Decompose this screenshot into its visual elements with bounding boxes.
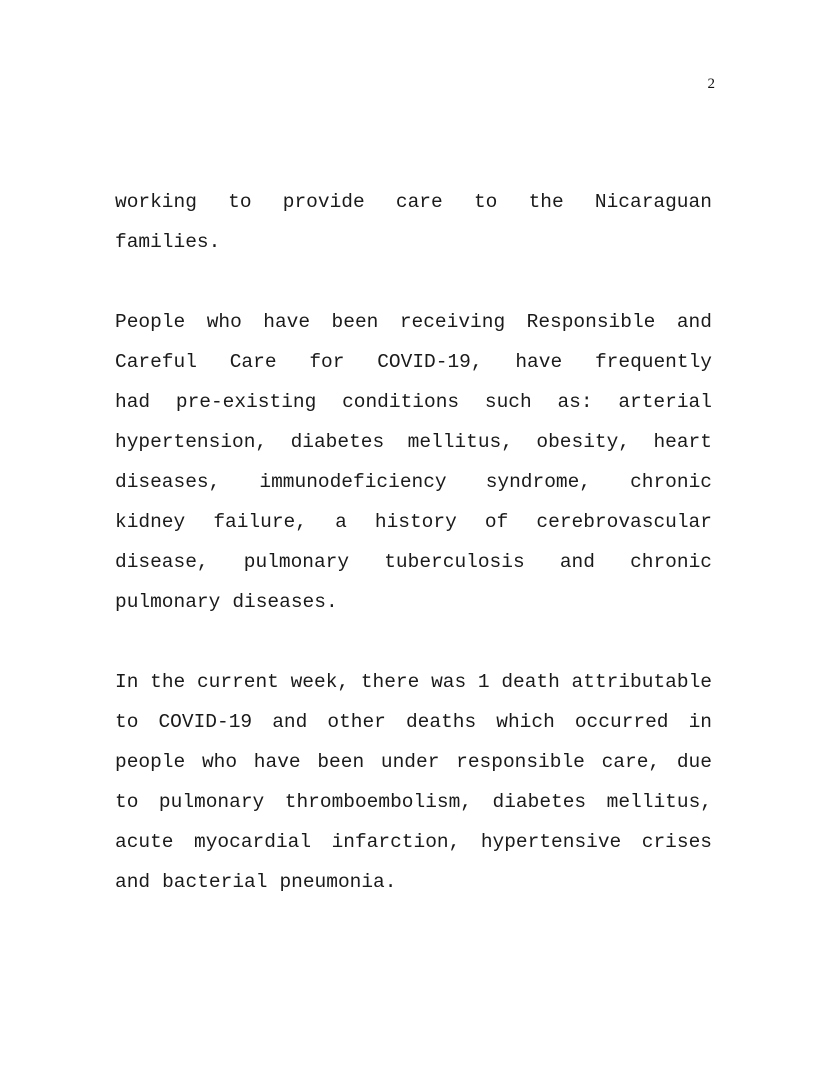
word: working bbox=[115, 191, 197, 213]
word: kidney bbox=[115, 511, 186, 533]
word: pre-existing bbox=[175, 391, 317, 413]
word: responsible bbox=[456, 751, 585, 773]
text-line bbox=[115, 862, 712, 902]
word: cerebrovascular bbox=[536, 511, 712, 533]
word: due bbox=[676, 751, 712, 773]
word: pneumonia. bbox=[279, 871, 397, 893]
word: In bbox=[115, 671, 139, 693]
paragraph-gap bbox=[115, 622, 712, 662]
word: the bbox=[528, 191, 564, 213]
text-line bbox=[115, 782, 712, 822]
text-line bbox=[115, 502, 712, 542]
word: families. bbox=[115, 231, 221, 253]
document-body bbox=[115, 182, 712, 902]
word: immunodeficiency bbox=[259, 471, 447, 493]
text-line bbox=[115, 422, 712, 462]
word: COVID-19, bbox=[377, 351, 483, 373]
word: occurred bbox=[574, 711, 669, 733]
word: week, bbox=[290, 671, 350, 693]
word: and bbox=[559, 551, 595, 573]
word: who bbox=[201, 751, 238, 773]
word: Care bbox=[229, 351, 277, 373]
word: to bbox=[115, 711, 139, 733]
word: failure, bbox=[213, 511, 307, 533]
word: had bbox=[115, 391, 151, 413]
word: mellitus, bbox=[606, 791, 712, 813]
word: bacterial bbox=[162, 871, 268, 893]
word: obesity, bbox=[536, 431, 631, 453]
word: conditions bbox=[342, 391, 460, 413]
text-line bbox=[115, 662, 712, 702]
word: to bbox=[115, 791, 139, 813]
word: for bbox=[309, 351, 345, 373]
text-line bbox=[115, 342, 712, 382]
word: and bbox=[115, 871, 151, 893]
word: arterial bbox=[618, 391, 712, 413]
text-line bbox=[115, 542, 712, 582]
word: diseases, bbox=[115, 471, 221, 493]
word: Responsible bbox=[526, 311, 656, 333]
word: pulmonary bbox=[158, 791, 265, 813]
word: other bbox=[327, 711, 386, 733]
word: provide bbox=[282, 191, 365, 213]
text-line bbox=[115, 462, 712, 502]
word: care, bbox=[601, 751, 661, 773]
word: frequently bbox=[594, 351, 712, 373]
word: current bbox=[196, 671, 279, 693]
word: chronic bbox=[630, 551, 712, 573]
word: disease, bbox=[115, 551, 209, 573]
word: diabetes bbox=[290, 431, 385, 453]
word: myocardial bbox=[194, 831, 312, 853]
word: to bbox=[228, 191, 252, 213]
word: such bbox=[484, 391, 532, 413]
word: care bbox=[395, 191, 443, 213]
word: chronic bbox=[630, 471, 712, 493]
word: under bbox=[380, 751, 440, 773]
word: deaths bbox=[405, 711, 477, 733]
text-line bbox=[115, 382, 712, 422]
word: pulmonary bbox=[243, 551, 350, 573]
word: Nicaraguan bbox=[594, 191, 712, 213]
word: was bbox=[431, 671, 467, 693]
word: crises bbox=[641, 831, 712, 853]
word: Careful bbox=[115, 351, 197, 373]
word: diseases. bbox=[232, 591, 338, 613]
paragraph bbox=[115, 302, 712, 622]
word: pulmonary bbox=[115, 591, 221, 613]
word: which bbox=[496, 711, 555, 733]
word: been bbox=[317, 751, 365, 773]
word: acute bbox=[115, 831, 174, 853]
word: as: bbox=[557, 391, 593, 413]
word: and bbox=[272, 711, 308, 733]
word: the bbox=[150, 671, 186, 693]
word: history bbox=[374, 511, 457, 533]
paragraph-gap bbox=[115, 262, 712, 302]
word: thromboembolism, bbox=[284, 791, 472, 813]
word: mellitus, bbox=[407, 431, 513, 453]
word: have bbox=[263, 311, 311, 333]
text-line bbox=[115, 822, 712, 862]
word: receiving bbox=[399, 311, 506, 333]
paragraph bbox=[115, 662, 712, 902]
paragraph bbox=[115, 182, 712, 262]
text-line bbox=[115, 182, 712, 222]
word: People bbox=[115, 311, 186, 333]
word: people bbox=[115, 751, 186, 773]
word: hypertension, bbox=[115, 431, 268, 453]
word: tuberculosis bbox=[384, 551, 525, 573]
text-line bbox=[115, 222, 712, 262]
word: diabetes bbox=[492, 791, 587, 813]
text-line bbox=[115, 702, 712, 742]
word: of bbox=[484, 511, 509, 533]
word: been bbox=[331, 311, 379, 333]
page-number: 2 bbox=[707, 76, 715, 92]
word: and bbox=[676, 311, 712, 333]
word: a bbox=[335, 511, 347, 533]
word: heart bbox=[653, 431, 712, 453]
word: attributable bbox=[571, 671, 712, 693]
word: who bbox=[206, 311, 242, 333]
word: death bbox=[501, 671, 560, 693]
text-line bbox=[115, 582, 712, 622]
word: have bbox=[515, 351, 563, 373]
text-line bbox=[115, 742, 712, 782]
word: 1 bbox=[477, 671, 490, 693]
word: to bbox=[473, 191, 498, 213]
word: have bbox=[253, 751, 301, 773]
word: syndrome, bbox=[485, 471, 592, 493]
word: in bbox=[688, 711, 712, 733]
text-line bbox=[115, 302, 712, 342]
word: there bbox=[360, 671, 420, 693]
word: infarction, bbox=[331, 831, 461, 853]
word: COVID-19 bbox=[158, 711, 253, 733]
word: hypertensive bbox=[480, 831, 622, 853]
